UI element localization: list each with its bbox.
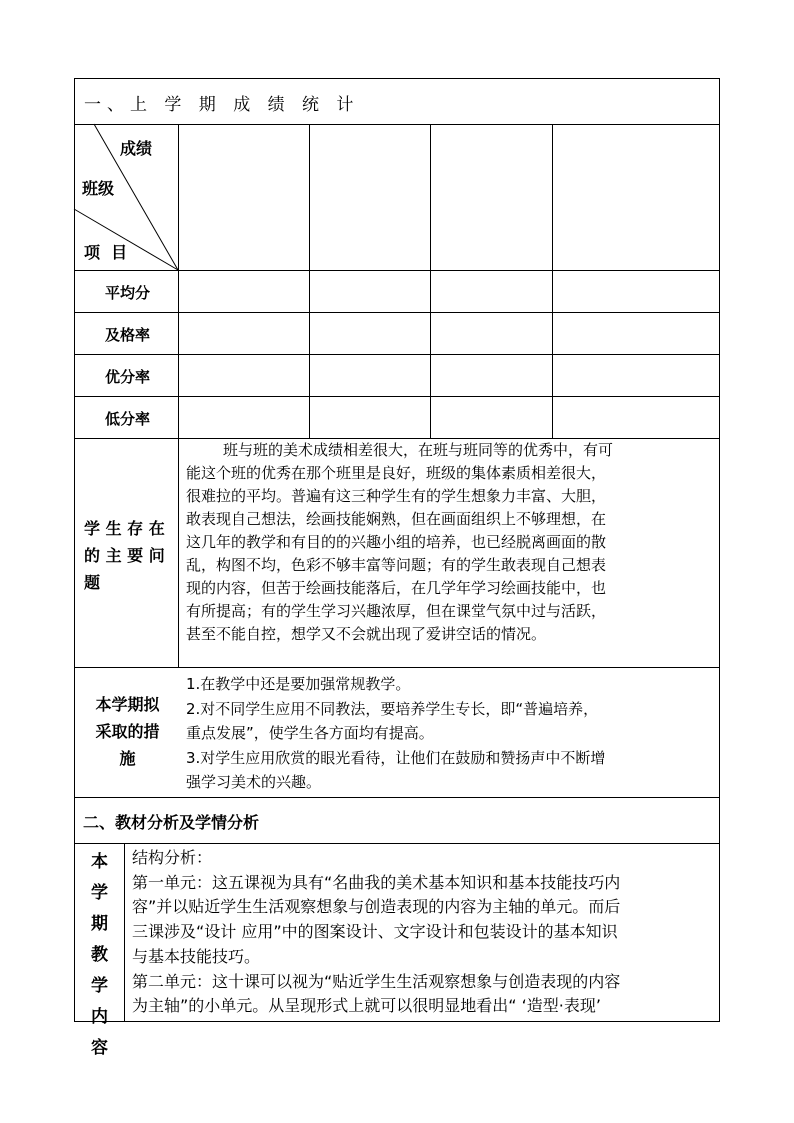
label-char: 学 <box>91 976 108 996</box>
text-line: 现的内容，但苦于绘画技能落后，在几学年学习绘画技能中，也 <box>186 579 607 597</box>
measures-label <box>76 691 179 772</box>
text-line: 这几年的教学和有目的的兴趣小组的培养，也已经脱离画面的散 <box>186 533 607 551</box>
row-divider <box>74 667 720 668</box>
label-line: 的 主 要 问 <box>84 546 165 565</box>
label-char: 期 <box>91 914 108 934</box>
text-line: 1.在教学中还是要加强常规教学。 <box>186 675 411 693</box>
text-line: 容”并以贴近学生生活观察想象与创造表现的内容为主轴的单元。而后 <box>132 897 621 917</box>
text-line: 与基本技能技巧。 <box>132 946 261 966</box>
text-line: 甚至不能自控，想学又不会就出现了爱讲空话的情况。 <box>186 625 547 643</box>
row-divider <box>74 797 720 798</box>
row-label-average: 平均分 <box>104 284 150 302</box>
text-line: 结构分析： <box>132 848 213 867</box>
label-line: 学 生 存 在 <box>84 519 165 538</box>
text-line: 3.对学生应用欣赏的眼光看待，让他们在鼓励和赞扬声中不断增 <box>186 748 606 767</box>
label-char: 容 <box>91 1038 108 1058</box>
section-title: 二、教材分析及学情分析 <box>83 813 260 832</box>
column-divider <box>430 124 431 438</box>
column-divider <box>124 843 125 1022</box>
teaching-content-label <box>76 847 123 1058</box>
text-line: 乱，构图不均，色彩不够丰富等问题；有的学生敢表现自己想表 <box>186 556 607 574</box>
row-label-pass-rate: 及格率 <box>104 326 150 344</box>
text-line: 重点发展”，使学生各方面均有提高。 <box>186 724 434 742</box>
section-title: 一、上 学 期 成 绩 统 计 <box>84 95 360 115</box>
label-line: 本学期拟 <box>95 695 160 714</box>
row-divider <box>74 354 720 355</box>
row-label-low-rate: 低分率 <box>104 410 150 428</box>
structure-analysis-text <box>132 846 716 1022</box>
label-char: 学 <box>91 883 108 903</box>
label-line: 题 <box>84 573 101 592</box>
row-divider <box>74 312 720 313</box>
text-line: 能这个班的优秀在那个班里是良好，班级的集体素质相差很大， <box>186 464 607 482</box>
text-line: 强学习美术的兴趣。 <box>186 773 322 791</box>
row-divider <box>74 396 720 397</box>
measures-text <box>186 672 605 795</box>
label-line: 采取的措 <box>95 722 160 741</box>
text-line: 班与班的美术成绩相差很大，在班与班同等的优秀中，有可 <box>223 441 614 459</box>
text-line: 第二单元：这十课可以视为“贴近学生生活观察想象与创造表现的内容 <box>132 971 621 991</box>
text-line: 为主轴”的小单元。从呈现形式上就可以很明显地看出“ ‘造型·表现’ <box>132 996 601 1016</box>
text-line: 2.对不同学生应用不同教法，要培养学生专长，即“普遍培养， <box>186 699 599 718</box>
column-divider <box>309 124 310 438</box>
problems-text <box>186 439 613 646</box>
row-divider <box>74 843 720 844</box>
header-class-label: 班级 <box>82 179 115 198</box>
text-line: 敢表现自己想法，绘画技能娴熟，但在画面组织上不够理想，在 <box>186 510 607 528</box>
text-line: 很难拉的平均。普遍有这三种学生有的学生想象力丰富、大胆， <box>186 487 607 505</box>
label-char: 教 <box>91 945 108 965</box>
text-line: 三课涉及“设计 应用”中的图案设计、文字设计和包装设计的基本知识 <box>132 922 618 942</box>
header-score-label: 成绩 <box>120 139 153 158</box>
header-item-label: 项 目 <box>84 243 128 262</box>
label-char: 内 <box>91 1007 108 1027</box>
text-line: 第一单元：这五课视为具有“名曲我的美术基本知识和基本技能技巧内 <box>132 872 621 892</box>
row-label-excellent-rate: 优分率 <box>104 368 150 386</box>
text-line: 有所提高；有的学生学习兴趣浓厚，但在课堂气氛中过与活跃， <box>186 602 607 620</box>
label-line: 施 <box>119 749 136 768</box>
column-divider <box>552 124 553 438</box>
problems-label <box>76 515 179 596</box>
label-char: 本 <box>91 852 108 872</box>
